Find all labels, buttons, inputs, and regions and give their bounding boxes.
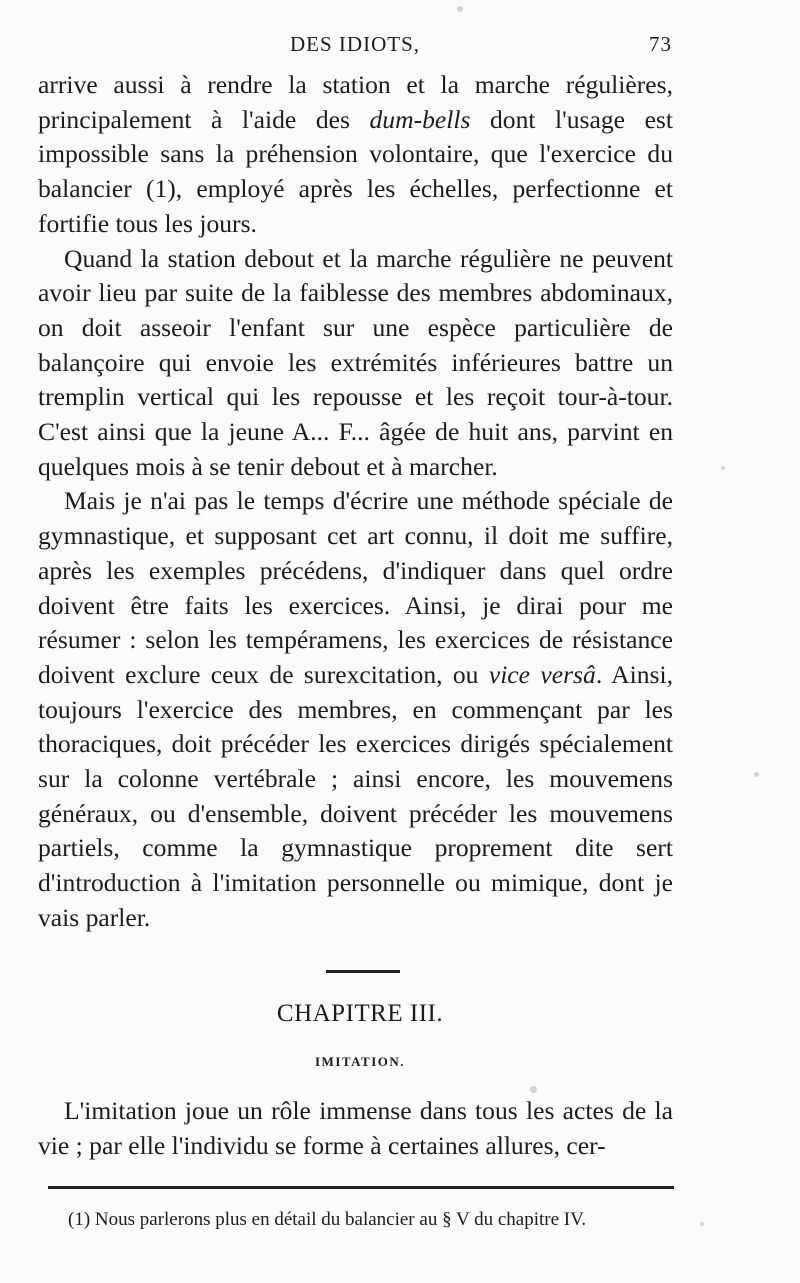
paper-speck [721,466,725,470]
paper-speck [700,1222,704,1226]
footnote: (1) Nous parlerons plus en détail du balancier au § V du chapitre IV. [68,1209,587,1230]
paper-speck [754,772,759,777]
paragraph-3 [38,484,673,935]
section-divider [326,970,400,973]
main-text [38,68,673,936]
page-number: 73 [649,32,672,56]
paragraph-4: L'imitation joue un rôle immense dans tous les actes de la vie ; par elle l'individu se forme à certaines allures, cer- [38,1096,673,1160]
paper-speck [457,6,463,12]
section-title: IMITATION. [315,1054,405,1069]
paragraph-2: Quand la station debout et la marche régulière ne peuvent avoir lieu par suite de la faiblesse des membres abdominaux, on doit asseoir l'enfant sur une espèce particulière de balançoire qui envoie les extrémités inférieures battre un tremplin vertical qui les repousse et les reçoit tour-à-tour. C'est ainsi que la jeune A... F... âgée de huit ans, parvint en quelques mois à se tenir debout et à marcher. [38,243,673,481]
page-header [38,28,672,64]
paragraph-3-italic: vice versâ [488,659,596,689]
paragraph-1-text-b: dont l'usage est impossible sans la préhension volontaire, que l'exercice du balancier (1), employé après les échelles, perfectionne et fortifie tous les jours. [38,104,674,238]
chapter-title: CHAPITRE III. [276,1000,444,1027]
chapter-text [38,1094,673,1163]
footnote-divider [48,1186,674,1189]
paragraph-3-text-b: . Ainsi, toujours l'exercice des membres, en commençant par les thoraciques, doit précéder les exercices dirigés spécialement sur la colonne vertébrale ; ainsi encore, les mouvemens généraux, ou d'ensemble, doivent précéder les mouvemens partiels, comme la gymnastique proprement dite sert d'introduction à l'imitation personnelle ou mimique, dont je vais parler. [38,659,674,932]
paper-speck [530,1086,537,1093]
paragraph-1-italic: dum-bells [369,104,471,134]
running-head: DES IDIOTS, [290,32,420,56]
paragraph-1 [38,68,673,242]
paragraph-1-text-a: arrive aussi à rendre la station et la marche régulières, principalement à l'aide des [38,70,673,134]
paragraph-3-text-a: Mais je n'ai pas le temps d'écrire une méthode spéciale de gymnastique, et supposant cet art connu, il doit me suffire, après les exemples précédens, d'indiquer dans quel ordre doivent être faits les exercices. Ainsi, je dirai pour me résumer : selon les tempéramens, les exercices de résistance doivent exclure ceux de surexcitation, ou [38,486,673,689]
